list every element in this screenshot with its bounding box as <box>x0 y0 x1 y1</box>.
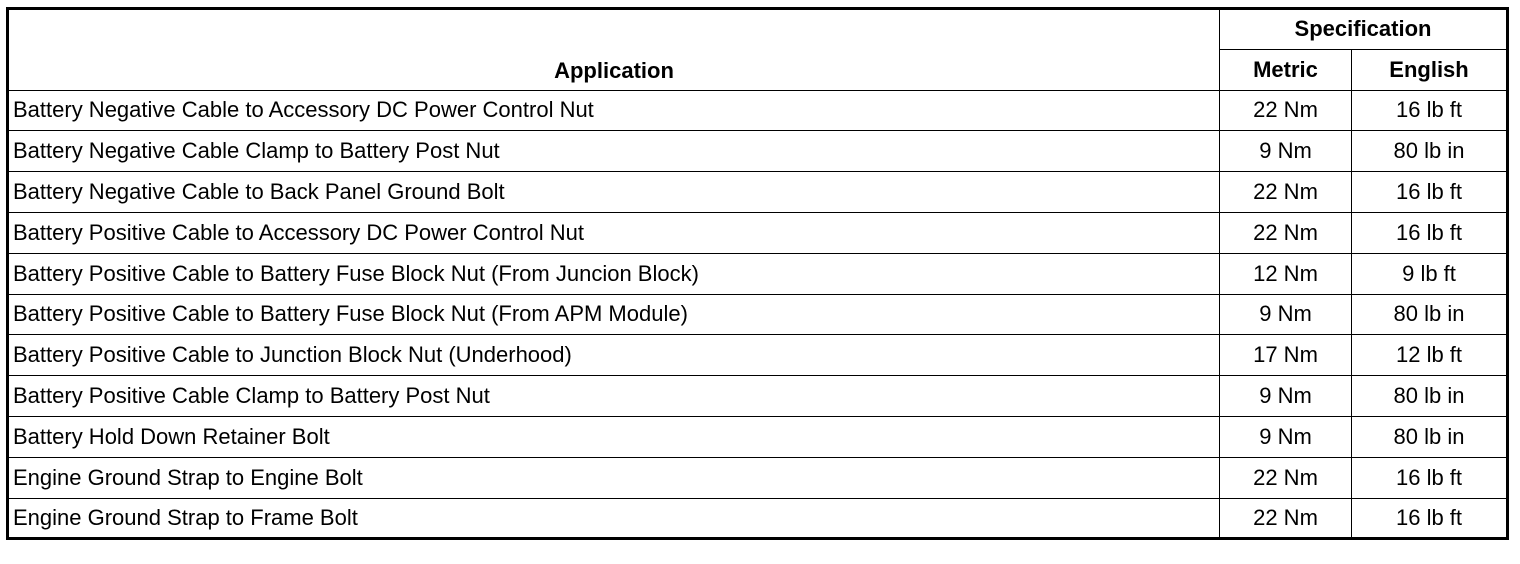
metric-cell: 22 Nm <box>1220 457 1352 498</box>
metric-cell: 9 Nm <box>1220 376 1352 417</box>
english-header: English <box>1352 49 1508 90</box>
english-cell: 16 lb ft <box>1352 498 1508 539</box>
table-row <box>8 172 1508 213</box>
table-row <box>8 498 1508 539</box>
table-row <box>8 253 1508 294</box>
english-cell: 16 lb ft <box>1352 457 1508 498</box>
table-row <box>8 416 1508 457</box>
application-cell: Battery Positive Cable Clamp to Battery Post Nut <box>8 376 1220 417</box>
table-header <box>8 9 1508 91</box>
metric-cell: 9 Nm <box>1220 294 1352 335</box>
metric-header: Metric <box>1220 49 1352 90</box>
table-row <box>8 457 1508 498</box>
table-row <box>8 131 1508 172</box>
metric-cell: 12 Nm <box>1220 253 1352 294</box>
application-cell: Battery Positive Cable to Battery Fuse Block Nut (From APM Module) <box>8 294 1220 335</box>
header-row-top <box>8 9 1508 50</box>
table-row <box>8 212 1508 253</box>
application-cell: Engine Ground Strap to Engine Bolt <box>8 457 1220 498</box>
table-row <box>8 294 1508 335</box>
metric-cell: 22 Nm <box>1220 498 1352 539</box>
metric-cell: 9 Nm <box>1220 131 1352 172</box>
application-cell: Battery Positive Cable to Junction Block Nut (Underhood) <box>8 335 1220 376</box>
application-cell: Battery Negative Cable to Back Panel Ground Bolt <box>8 172 1220 213</box>
metric-cell: 22 Nm <box>1220 90 1352 131</box>
english-cell: 12 lb ft <box>1352 335 1508 376</box>
specification-header: Specification <box>1220 9 1508 50</box>
application-cell: Battery Hold Down Retainer Bolt <box>8 416 1220 457</box>
application-cell: Battery Negative Cable Clamp to Battery Post Nut <box>8 131 1220 172</box>
table-row <box>8 376 1508 417</box>
english-cell: 16 lb ft <box>1352 90 1508 131</box>
table-row <box>8 90 1508 131</box>
metric-cell: 22 Nm <box>1220 212 1352 253</box>
application-cell: Battery Positive Cable to Accessory DC Power Control Nut <box>8 212 1220 253</box>
fastener-spec-table <box>6 7 1509 540</box>
metric-cell: 9 Nm <box>1220 416 1352 457</box>
english-cell: 16 lb ft <box>1352 172 1508 213</box>
english-cell: 80 lb in <box>1352 416 1508 457</box>
metric-cell: 22 Nm <box>1220 172 1352 213</box>
english-cell: 80 lb in <box>1352 131 1508 172</box>
english-cell: 80 lb in <box>1352 294 1508 335</box>
application-cell: Battery Positive Cable to Battery Fuse Block Nut (From Juncion Block) <box>8 253 1220 294</box>
table-row <box>8 335 1508 376</box>
application-header: Application <box>8 9 1220 91</box>
english-cell: 9 lb ft <box>1352 253 1508 294</box>
application-cell: Engine Ground Strap to Frame Bolt <box>8 498 1220 539</box>
metric-cell: 17 Nm <box>1220 335 1352 376</box>
english-cell: 16 lb ft <box>1352 212 1508 253</box>
english-cell: 80 lb in <box>1352 376 1508 417</box>
application-cell: Battery Negative Cable to Accessory DC Power Control Nut <box>8 90 1220 131</box>
table-body <box>8 90 1508 539</box>
